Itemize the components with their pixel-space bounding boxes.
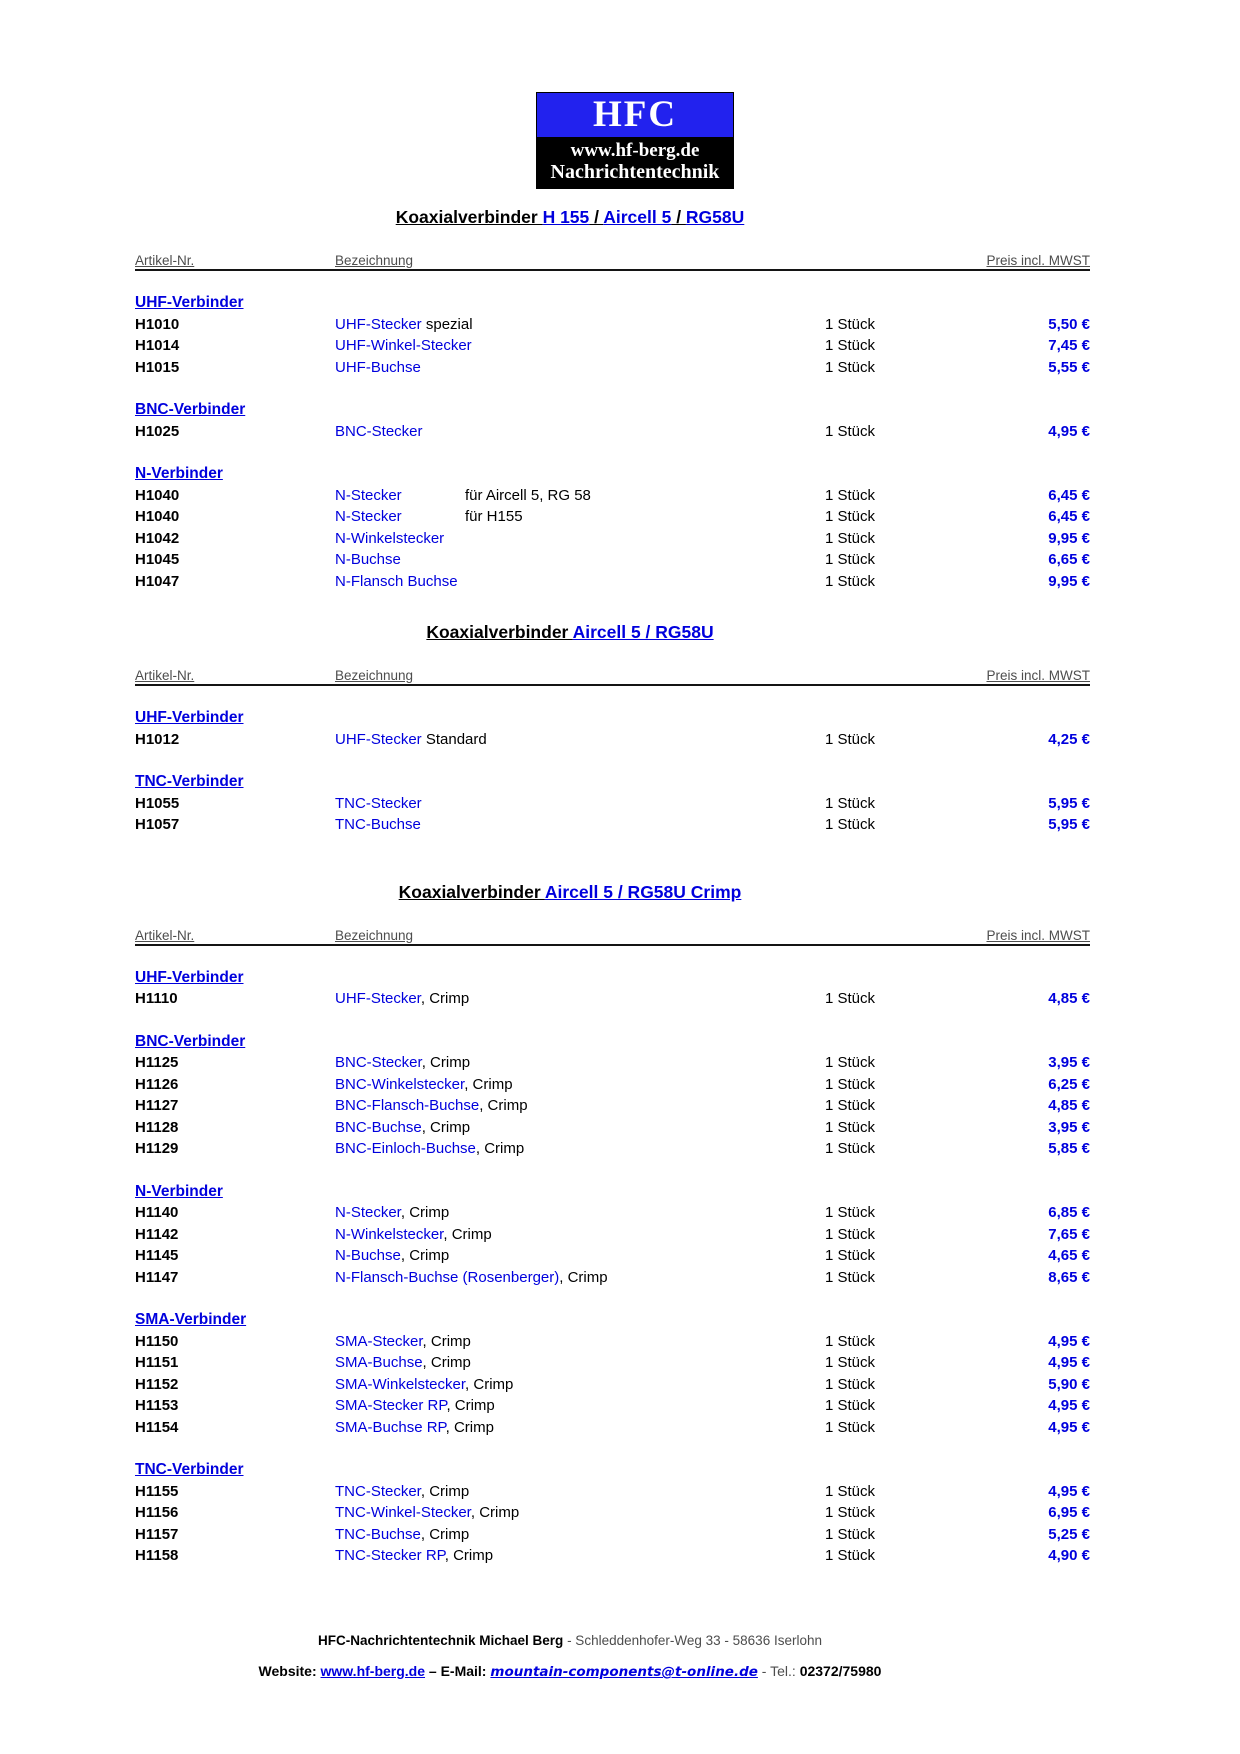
item-name: BNC-Flansch-Buchse	[335, 1097, 480, 1114]
item-price: 9,95 €	[1048, 529, 1090, 547]
section-heading-link[interactable]: TNC-Verbinder	[135, 1461, 244, 1478]
item-price: 5,25 €	[1048, 1525, 1090, 1543]
logo-website-text: www.hf-berg.de	[570, 140, 700, 161]
section-heading-link[interactable]: UHF-Verbinder	[135, 294, 244, 311]
item-name: N-Winkelstecker	[335, 529, 445, 547]
section-rows	[135, 793, 1090, 836]
item-name: N-Buchse	[335, 551, 401, 568]
section-rows	[135, 988, 1090, 1010]
item-description	[335, 1052, 825, 1074]
item-description	[335, 357, 825, 379]
unit-quantity: 1 Stück	[825, 1504, 876, 1521]
item-price: 6,65 €	[1048, 551, 1090, 568]
item-price: 4,65 €	[1048, 1247, 1090, 1264]
unit-quantity: 1 Stück	[825, 1375, 876, 1393]
item-suffix: , Crimp	[465, 1375, 514, 1393]
article-number: H1040	[135, 508, 180, 525]
article-number: H1129	[135, 1140, 179, 1157]
column-header-bezeichnung: Bezeichnung	[335, 668, 414, 683]
article-number: H1110	[135, 990, 178, 1007]
item-suffix: , Crimp	[420, 990, 470, 1007]
unit-quantity: 1 Stück	[825, 315, 876, 333]
item-price: 5,85 €	[1048, 1140, 1090, 1157]
item-name: TNC-Buchse	[335, 1525, 421, 1543]
item-price: 8,65 €	[1048, 1268, 1090, 1286]
title-text-segment: /	[589, 207, 604, 227]
table-row	[135, 357, 1090, 379]
price-table	[135, 621, 1090, 836]
title-link-segment[interactable]: RG58U	[685, 207, 745, 227]
footer-street-address: - Schleddenhofer-Weg 33 - 58636 Iserlohn	[563, 1633, 822, 1648]
item-description	[335, 1352, 825, 1374]
item-price: 4,95 €	[1048, 1397, 1090, 1414]
table-row	[135, 335, 1090, 357]
item-description	[335, 1202, 825, 1224]
unit-quantity: 1 Stück	[825, 794, 876, 812]
page-footer	[135, 1632, 1090, 1682]
item-price: 4,90 €	[1048, 1547, 1090, 1564]
unit-quantity: 1 Stück	[825, 1054, 876, 1071]
column-header-bezeichnung: Bezeichnung	[335, 927, 414, 943]
column-header-preis: Preis incl. MWST	[986, 668, 1090, 683]
table-row	[135, 549, 1090, 571]
section-rows	[135, 1331, 1090, 1439]
article-number: H1025	[135, 422, 180, 440]
item-tab-note: für Aircell 5, RG 58	[465, 486, 591, 504]
unit-quantity: 1 Stück	[825, 1140, 876, 1157]
unit-quantity: 1 Stück	[825, 1247, 876, 1264]
item-name: BNC-Buchse	[335, 1118, 422, 1136]
section-rows	[135, 1481, 1090, 1567]
article-number: H1057	[135, 816, 180, 833]
item-suffix: , Crimp	[421, 1054, 471, 1071]
unit-quantity: 1 Stück	[825, 1204, 876, 1221]
item-description	[335, 814, 825, 836]
item-description	[335, 1502, 825, 1524]
article-number: H1153	[135, 1397, 179, 1414]
column-header-row	[135, 667, 1090, 686]
item-price: 3,95 €	[1048, 1054, 1090, 1071]
section-rows	[135, 421, 1090, 443]
section-rows	[135, 485, 1090, 593]
item-suffix: , Crimp	[464, 1075, 513, 1093]
item-price: 4,85 €	[1048, 990, 1090, 1007]
item-description	[335, 1074, 825, 1096]
item-price: 5,55 €	[1048, 358, 1090, 376]
article-number: H1156	[135, 1504, 179, 1521]
item-price: 6,45 €	[1048, 508, 1090, 525]
item-name: TNC-Stecker	[335, 1482, 421, 1500]
item-suffix: , Crimp	[422, 1354, 471, 1371]
article-number: H1045	[135, 551, 180, 568]
table-row	[135, 1524, 1090, 1546]
item-name: UHF-Buchse	[335, 358, 421, 376]
item-description	[335, 1138, 825, 1160]
section-heading-link[interactable]: UHF-Verbinder	[135, 968, 244, 986]
column-header-preis: Preis incl. MWST	[986, 253, 1090, 268]
article-number: H1155	[135, 1482, 179, 1500]
price-table	[135, 206, 1090, 592]
unit-quantity: 1 Stück	[825, 1118, 876, 1136]
item-description	[335, 314, 825, 336]
table-row	[135, 1395, 1090, 1417]
unit-quantity: 1 Stück	[825, 1525, 876, 1543]
unit-quantity: 1 Stück	[825, 1225, 876, 1243]
item-name: BNC-Winkelstecker	[335, 1075, 465, 1093]
title-link-segment[interactable]: H 155	[542, 207, 590, 227]
article-number: H1014	[135, 337, 180, 354]
table-row	[135, 1267, 1090, 1289]
item-name: UHF-Stecker	[335, 315, 422, 333]
table-row	[135, 1052, 1090, 1074]
table-row	[135, 1202, 1090, 1224]
item-description	[335, 1245, 825, 1267]
item-description	[335, 1524, 825, 1546]
logo-hfc-text: HFC	[537, 93, 733, 137]
column-header-bezeichnung: Bezeichnung	[335, 253, 414, 268]
connector-section	[135, 707, 1090, 750]
article-number: H1055	[135, 794, 180, 812]
item-name: SMA-Stecker	[335, 1332, 423, 1350]
table-row	[135, 1245, 1090, 1267]
table-row	[135, 1417, 1090, 1439]
item-name: BNC-Einloch-Buchse	[335, 1140, 476, 1157]
article-number: H1126	[135, 1075, 179, 1093]
section-heading-link[interactable]: TNC-Verbinder	[135, 773, 244, 790]
item-description	[335, 549, 825, 571]
item-name: N-Stecker	[335, 486, 402, 504]
table-row	[135, 528, 1090, 550]
article-number: H1012	[135, 730, 180, 748]
article-number: H1127	[135, 1097, 179, 1114]
unit-quantity: 1 Stück	[825, 1097, 876, 1114]
item-price: 6,45 €	[1048, 486, 1090, 504]
unit-quantity: 1 Stück	[825, 358, 876, 376]
table-row	[135, 421, 1090, 443]
table-row	[135, 485, 1090, 507]
connector-section	[135, 1459, 1090, 1567]
article-number: H1010	[135, 315, 180, 333]
item-price: 4,25 €	[1048, 730, 1090, 748]
item-suffix: spezial	[421, 315, 473, 333]
connector-section	[135, 1181, 1090, 1289]
item-description	[335, 506, 825, 528]
item-name: N-Stecker	[335, 508, 402, 525]
item-price: 5,95 €	[1048, 794, 1090, 812]
article-number: H1157	[135, 1525, 179, 1543]
item-suffix: , Crimp	[445, 1418, 494, 1436]
table-row	[135, 1074, 1090, 1096]
footer-email-label: – E-Mail:	[425, 1663, 491, 1679]
table-sections	[135, 292, 1090, 592]
title-text-segment: Koaxialverbinder	[426, 622, 573, 642]
table-row	[135, 988, 1090, 1010]
item-description	[335, 421, 825, 443]
item-suffix: , Crimp	[420, 1525, 470, 1543]
article-number: H1125	[135, 1054, 179, 1071]
item-suffix: , Crimp	[421, 1118, 471, 1136]
table-row	[135, 1481, 1090, 1503]
table-row	[135, 506, 1090, 528]
item-description	[335, 1481, 825, 1503]
item-price: 6,85 €	[1048, 1204, 1090, 1221]
table-row	[135, 1117, 1090, 1139]
item-description	[335, 1417, 825, 1439]
item-name: UHF-Stecker	[335, 730, 422, 748]
article-number: H1047	[135, 572, 180, 590]
section-rows	[135, 314, 1090, 379]
table-row	[135, 729, 1090, 751]
item-name: N-Buchse	[335, 1247, 401, 1264]
article-number: H1015	[135, 358, 180, 376]
article-number: H1040	[135, 486, 180, 504]
section-rows	[135, 729, 1090, 751]
logo-brand-text: Nachrichtentechnik	[550, 161, 720, 183]
article-number: H1142	[135, 1225, 179, 1243]
item-price: 4,95 €	[1048, 1332, 1090, 1350]
item-suffix: , Crimp	[400, 1247, 450, 1264]
title-text-segment: Koaxialverbinder	[395, 207, 543, 227]
item-description	[335, 729, 825, 751]
article-number: H1154	[135, 1418, 179, 1436]
unit-quantity: 1 Stück	[825, 1547, 876, 1564]
title-text-segment: Koaxialverbinder	[398, 881, 545, 902]
item-suffix: , Crimp	[559, 1268, 608, 1286]
footer-website-label: Website:	[258, 1663, 321, 1679]
item-description	[335, 1331, 825, 1353]
item-name: TNC-Stecker RP	[335, 1547, 445, 1564]
item-price: 5,90 €	[1048, 1375, 1090, 1393]
table-title	[135, 206, 1090, 228]
section-heading-link[interactable]: SMA-Verbinder	[135, 1311, 247, 1328]
item-price: 4,95 €	[1048, 1354, 1090, 1371]
unit-quantity: 1 Stück	[825, 508, 876, 525]
item-name: TNC-Buchse	[335, 816, 421, 833]
item-price: 6,95 €	[1048, 1504, 1090, 1521]
unit-quantity: 1 Stück	[825, 1354, 876, 1371]
item-price: 4,95 €	[1048, 1482, 1090, 1500]
item-suffix: , Crimp	[470, 1504, 520, 1521]
unit-quantity: 1 Stück	[825, 1332, 876, 1350]
section-heading-link[interactable]: BNC-Verbinder	[135, 401, 246, 418]
table-row	[135, 571, 1090, 593]
footer-address-line	[135, 1632, 1005, 1650]
item-description	[335, 1395, 825, 1417]
column-header-artikel: Artikel-Nr.	[135, 668, 195, 683]
section-rows	[135, 1052, 1090, 1160]
item-name: TNC-Winkel-Stecker	[335, 1504, 471, 1521]
title-link-segment[interactable]: Aircell 5 / RG58U Crimp	[544, 881, 742, 902]
footer-tel-number: 02372/75980	[799, 1663, 882, 1679]
unit-quantity: 1 Stück	[825, 1482, 876, 1500]
table-row	[135, 1545, 1090, 1567]
article-number: H1042	[135, 529, 180, 547]
table-row	[135, 1374, 1090, 1396]
table-row	[135, 814, 1090, 836]
price-table	[135, 881, 1090, 1567]
section-heading-link[interactable]: UHF-Verbinder	[135, 709, 244, 726]
item-price: 7,45 €	[1048, 337, 1090, 354]
item-description	[335, 1095, 825, 1117]
item-name: N-Winkelstecker	[335, 1225, 444, 1243]
item-suffix: , Crimp	[479, 1097, 528, 1114]
item-name: N-Flansch Buchse	[335, 572, 458, 590]
unit-quantity: 1 Stück	[825, 816, 876, 833]
item-description	[335, 571, 825, 593]
table-row	[135, 793, 1090, 815]
item-price: 9,95 €	[1048, 572, 1090, 590]
footer-contact-line	[135, 1661, 1005, 1682]
title-link-segment[interactable]: Aircell 5 / RG58U	[572, 622, 714, 642]
item-price: 4,85 €	[1048, 1097, 1090, 1114]
item-description	[335, 1117, 825, 1139]
connector-section	[135, 967, 1090, 1010]
table-row	[135, 1331, 1090, 1353]
column-header-preis: Preis incl. MWST	[986, 927, 1090, 943]
connector-section	[135, 771, 1090, 836]
table-row	[135, 1224, 1090, 1246]
table-row	[135, 1138, 1090, 1160]
column-header-artikel: Artikel-Nr.	[135, 253, 195, 268]
item-price: 4,95 €	[1048, 1418, 1090, 1436]
item-name: SMA-Winkelstecker	[335, 1375, 466, 1393]
footer-tel-label: Tel.:	[770, 1663, 800, 1679]
item-name: N-Stecker	[335, 1204, 401, 1221]
price-list-page	[135, 0, 1090, 1567]
item-name: SMA-Buchse	[335, 1354, 423, 1371]
column-header-artikel: Artikel-Nr.	[135, 927, 195, 943]
column-header-row	[135, 252, 1090, 271]
item-description	[335, 1374, 825, 1396]
section-heading-link[interactable]: N-Verbinder	[135, 1182, 223, 1200]
table-title	[135, 621, 1090, 643]
item-price: 5,95 €	[1048, 816, 1090, 833]
section-heading-link[interactable]: BNC-Verbinder	[135, 1032, 246, 1050]
article-number: H1145	[135, 1247, 179, 1264]
item-description	[335, 1224, 825, 1246]
unit-quantity: 1 Stück	[825, 990, 876, 1007]
table-sections	[135, 707, 1090, 836]
title-link-segment[interactable]: Aircell 5	[603, 207, 672, 227]
unit-quantity: 1 Stück	[825, 337, 876, 354]
unit-quantity: 1 Stück	[825, 1397, 876, 1414]
connector-section	[135, 463, 1090, 592]
title-text-segment: /	[671, 207, 686, 227]
article-number: H1152	[135, 1375, 179, 1393]
section-rows	[135, 1202, 1090, 1288]
section-heading-link[interactable]: N-Verbinder	[135, 465, 223, 482]
unit-quantity: 1 Stück	[825, 572, 876, 590]
item-description	[335, 988, 825, 1010]
article-number: H1158	[135, 1547, 179, 1564]
item-description	[335, 793, 825, 815]
connector-section	[135, 1309, 1090, 1438]
item-description	[335, 1267, 825, 1289]
connector-section	[135, 292, 1090, 378]
article-number: H1147	[135, 1268, 179, 1286]
unit-quantity: 1 Stück	[825, 529, 876, 547]
unit-quantity: 1 Stück	[825, 486, 876, 504]
connector-section	[135, 399, 1090, 442]
table-row	[135, 1502, 1090, 1524]
item-name: SMA-Buchse RP	[335, 1418, 446, 1436]
column-header-row	[135, 927, 1090, 946]
item-suffix: , Crimp	[420, 1482, 470, 1500]
item-tab-note: für H155	[465, 508, 523, 525]
item-suffix: , Crimp	[443, 1225, 492, 1243]
item-suffix: , Crimp	[475, 1140, 525, 1157]
item-price: 7,65 €	[1048, 1225, 1090, 1243]
item-name: BNC-Stecker	[335, 1054, 422, 1071]
item-suffix: Standard	[421, 730, 487, 748]
table-row	[135, 1352, 1090, 1374]
item-suffix: , Crimp	[422, 1332, 471, 1350]
item-name: UHF-Stecker	[335, 990, 421, 1007]
item-name: BNC-Stecker	[335, 422, 423, 440]
article-number: H1140	[135, 1204, 179, 1221]
table-sections	[135, 967, 1090, 1567]
unit-quantity: 1 Stück	[825, 1075, 876, 1093]
item-description	[335, 335, 825, 357]
table-row	[135, 1095, 1090, 1117]
unit-quantity: 1 Stück	[825, 1418, 876, 1436]
unit-quantity: 1 Stück	[825, 551, 876, 568]
unit-quantity: 1 Stück	[825, 422, 876, 440]
table-row	[135, 314, 1090, 336]
item-description	[335, 485, 825, 507]
unit-quantity: 1 Stück	[825, 1268, 876, 1286]
article-number: H1151	[135, 1354, 179, 1371]
item-name: N-Flansch-Buchse (Rosenberger)	[335, 1268, 560, 1286]
item-suffix: , Crimp	[446, 1397, 495, 1414]
item-suffix: , Crimp	[444, 1547, 494, 1564]
item-price: 5,50 €	[1048, 315, 1090, 333]
connector-section	[135, 1031, 1090, 1160]
item-price: 4,95 €	[1048, 422, 1090, 440]
article-number: H1150	[135, 1332, 179, 1350]
footer-website-link[interactable]: www.hf-berg.de	[320, 1663, 426, 1679]
article-number: H1128	[135, 1118, 179, 1136]
item-description	[335, 528, 825, 550]
item-suffix: , Crimp	[400, 1204, 450, 1221]
unit-quantity: 1 Stück	[825, 730, 876, 748]
item-name: SMA-Stecker RP	[335, 1397, 447, 1414]
item-description	[335, 1545, 825, 1567]
table-title	[135, 881, 1090, 903]
footer-email-link[interactable]: mountain-components@t-online.de	[490, 1664, 758, 1680]
item-price: 6,25 €	[1048, 1075, 1090, 1093]
item-name: UHF-Winkel-Stecker	[335, 337, 472, 354]
footer-dash: -	[757, 1663, 771, 1679]
item-price: 3,95 €	[1048, 1118, 1090, 1136]
item-name: TNC-Stecker	[335, 794, 422, 812]
footer-company-name: HFC-Nachrichtentechnik Michael Berg	[318, 1633, 564, 1648]
